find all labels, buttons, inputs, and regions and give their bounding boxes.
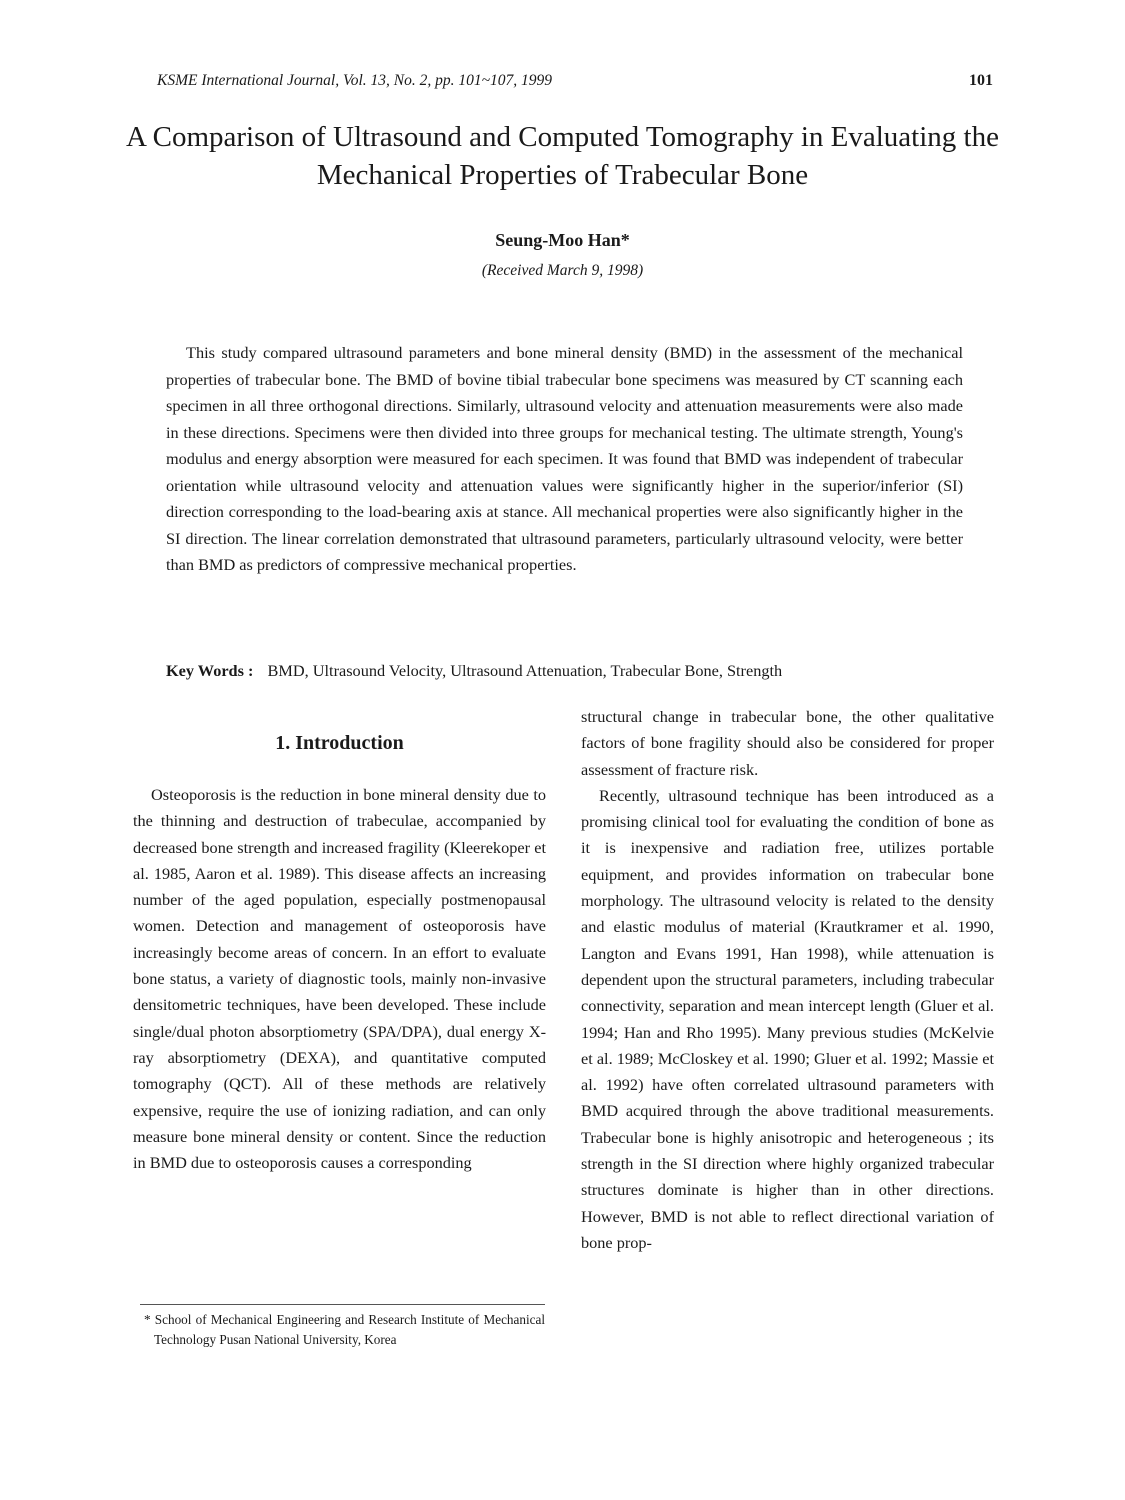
paper-title: A Comparison of Ultrasound and Computed Tomography in Evaluating the Mechanical Properties of Trabecular Bone xyxy=(126,121,999,191)
author-name: Seung-Moo Han* xyxy=(495,230,630,250)
keywords-value: BMD, Ultrasound Velocity, Ultrasound Attenuation, Trabecular Bone, Strength xyxy=(267,661,783,680)
running-head xyxy=(157,72,993,96)
page-number: 101 xyxy=(969,72,993,89)
left-column xyxy=(133,782,546,1176)
author-affiliation-footnote: * School of Mechanical Engineering and Research Institute of Mechanical Technology Pusan National University, Korea xyxy=(144,1312,545,1347)
keywords xyxy=(166,658,966,684)
section-heading-introduction: 1. Introduction xyxy=(275,732,404,754)
intro-paragraph-1-continued: structural change in trabecular bone, the other qualitative factors of bone fragility should also be considered for proper assessment of fracture risk. xyxy=(581,707,994,779)
footnote-divider xyxy=(140,1304,545,1305)
intro-paragraph-1: Osteoporosis is the reduction in bone mineral density due to the thinning and destruction of trabeculae, accompanied by decreased bone strength and increased fragility (Kleerekoper et al. 1985, Aaron et al. 1989). This disease affects an increasing number of the aged population, especially postmenopausal women. Detection and management of osteoporosis have increasingly become areas of concern. In an effort to evaluate bone status, a variety of diagnostic tools, mainly non-invasive densitometric techniques, have been developed. These include single/dual photon absorptiometry (SPA/DPA), dual energy X-ray absorptiometry (DEXA), and quantitative computed tomography (QCT). All of these methods are relatively expensive, require the use of ionizing radiation, and can only measure bone mineral density or content. Since the reduction in BMD due to osteoporosis causes a corresponding xyxy=(133,785,546,1173)
journal-citation: KSME International Journal, Vol. 13, No. 2, pp. 101~107, 1999 xyxy=(157,72,553,89)
abstract: This study compared ultrasound parameters and bone mineral density (BMD) in the assessment of the mechanical properties of trabecular bone. The BMD of bovine tibial trabecular bone specimens was measured by CT scanning each specimen in all three orthogonal directions. Similarly, ultrasound velocity and attenuation measurements were also made in these directions. Specimens were then divided into three groups for mechanical testing. The ultimate strength, Young's modulus and energy absorption were measured for each specimen. It was found that BMD was independent of trabecular orientation while ultrasound velocity and attenuation values were significantly higher in the superior/inferior (SI) direction corresponding to the load-bearing axis at stance. All mechanical properties were also significantly higher in the SI direction. The linear correlation demonstrated that ultrasound parameters, particularly ultrasound velocity, were better than BMD as predictors of compressive mechanical properties. xyxy=(166,343,963,574)
intro-paragraph-2: Recently, ultrasound technique has been introduced as a promising clinical tool for evaluating the condition of bone as it is inexpensive and radiation free, utilizes portable equipment, and provides information on trabecular bone morphology. The ultrasound velocity is related to the density and elastic modulus of material (Krautkramer et al. 1990, Langton and Evans 1991, Han 1998), while attenuation is dependent upon the structural parameters, including trabecular connectivity, separation and mean intercept length (Gluer et al. 1994; Han and Rho 1995). Many previous studies (McKelvie et al. 1989; McCloskey et al. 1990; Gluer et al. 1992; Massie et al. 1992) have often correlated ultrasound parameters with BMD acquired through the above traditional measurements. Trabecular bone is highly anisotropic and heterogeneous ; its strength in the SI direction where highly organized trabecular structures dominate is higher than in other directions. However, BMD is not able to reflect directional variation of bone prop- xyxy=(581,785,994,1252)
received-date: (Received March 9, 1998) xyxy=(481,262,644,279)
right-column xyxy=(581,704,994,1256)
keywords-label: Key Words : xyxy=(166,661,254,680)
